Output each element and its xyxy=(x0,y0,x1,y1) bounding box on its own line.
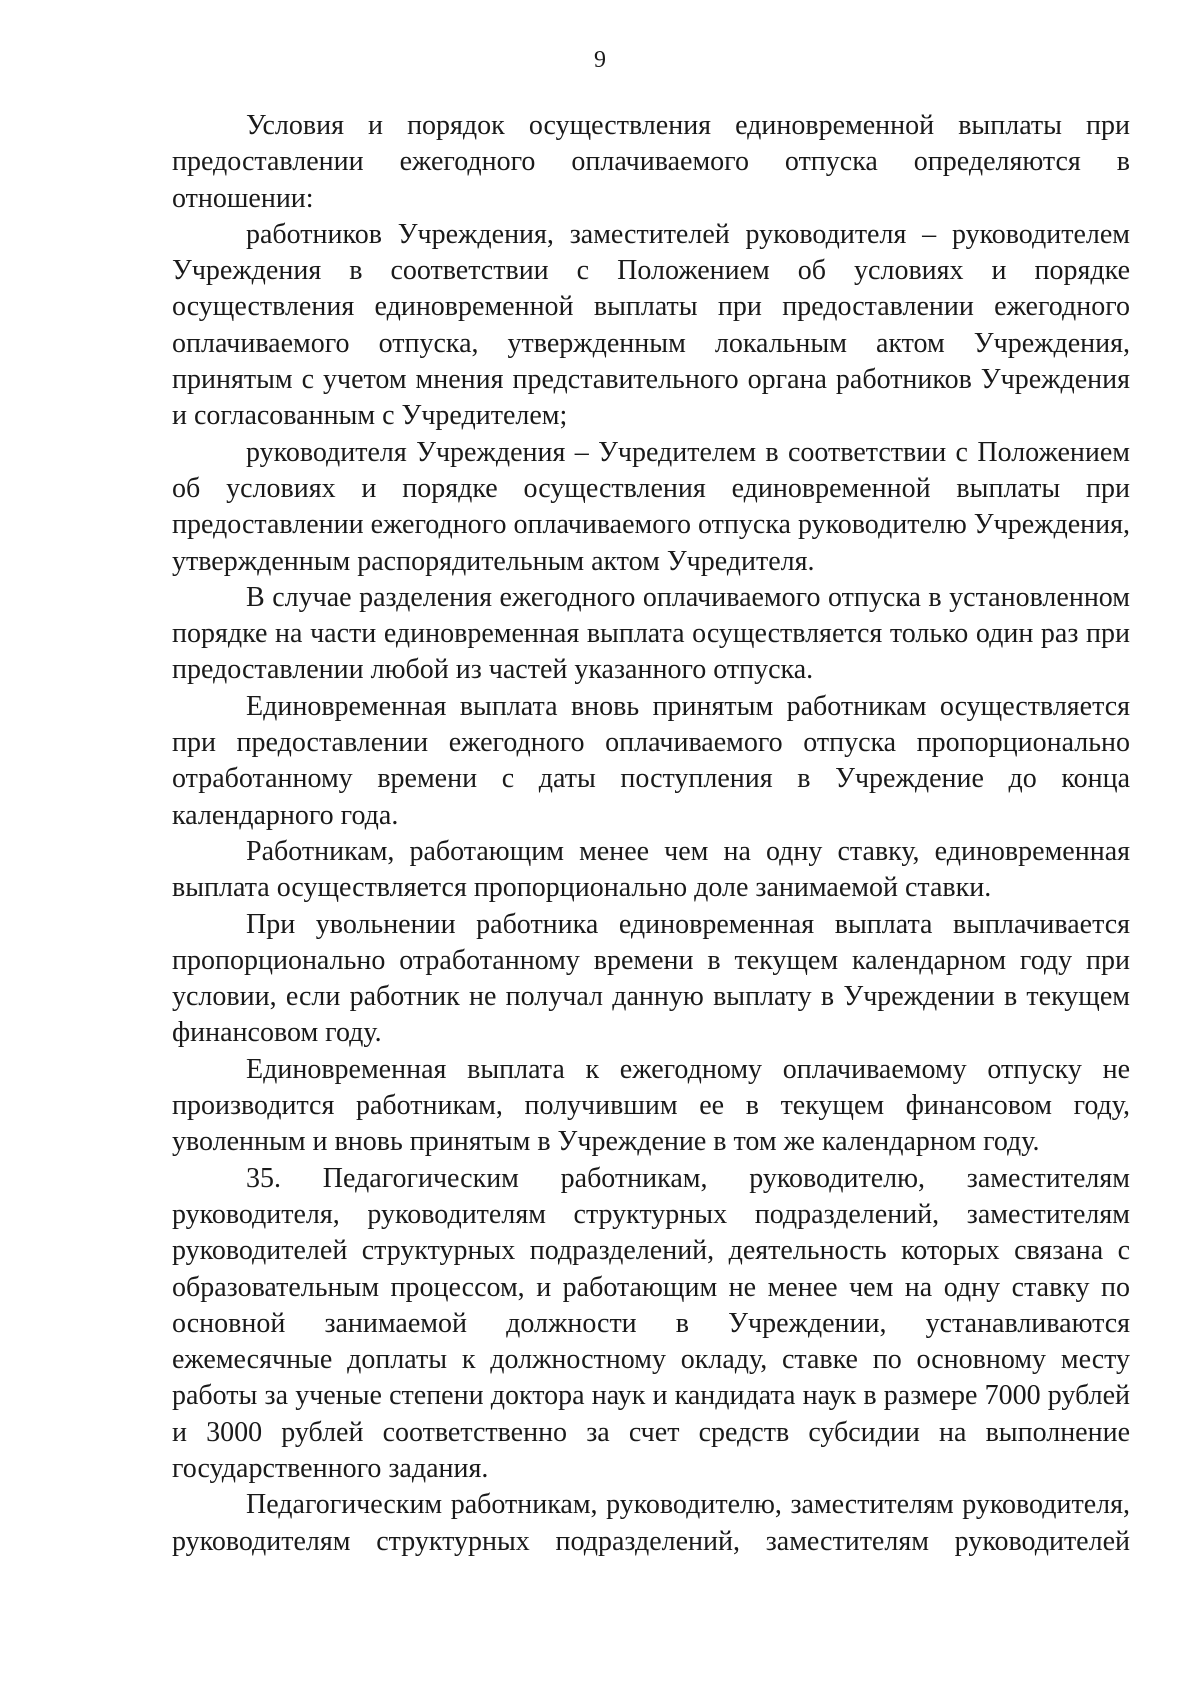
paragraph-item-35: 35. Педагогическим работникам, руководителю, заместителям руководителя, руководителям структурных подразделений, заместителям руководителей структурных подразделений, деятельность которых связана с образовательным процессом, и работающим не менее чем на одну ставку по основной занимаемой должности в Учреждении, устанавливаются ежемесячные доплаты к должностному окладу, ставке по основному месту работы за ученые степени доктора наук и кандидата наук в размере 7000 рублей и 3000 рублей соответственно за счет средств субсидии на выполнение государственного задания. xyxy=(172,1162,1130,1484)
paragraph-employees: работников Учреждения, заместителей руководителя – руководителем Учреждения в соответствии с Положением об условиях и порядке осуществления единовременной выплаты при предоставлении ежегодного оплачиваемого отпуска, утвержденным локальным актом Учреждения, принятым с учетом мнения представительного органа работников Учреждения и согласованным с Учредителем; xyxy=(172,218,1130,432)
paragraph-head: руководителя Учреждения – Учредителем в соответствии с Положением об условиях и порядке осуществления единовременной выплаты при предоставлении ежегодного оплачиваемого отпуска руководителю Учреждения, утвержденным распорядительным актом Учредителя. xyxy=(172,436,1130,577)
paragraph-split-leave: В случае разделения ежегодного оплачиваемого отпуска в установленном порядке на части единовременная выплата осуществляется только один раз при предоставлении любой из частей указанного отпуска. xyxy=(172,581,1130,686)
paragraph-conditions-intro: Условия и порядок осуществления единовременной выплаты при предоставлении ежегодного оплачиваемого отпуска определяются в отношении: xyxy=(172,110,1130,214)
page-number: 9 xyxy=(594,47,606,73)
paragraph-dismissal: При увольнении работника единовременная выплата выплачивается пропорционально отработанному времени в текущем календарном году при условии, если работник не получал данную выплату в Учреждении в текущем финансовом году. xyxy=(172,908,1130,1049)
paragraph-new-employees: Единовременная выплата вновь принятым работникам осуществляется при предоставлении ежегодного оплачиваемого отпуска пропорционально отработанному времени с даты поступления в Учреждение до конца календарного года. xyxy=(172,690,1130,831)
paragraph-part-time: Работникам, работающим менее чем на одну ставку, единовременная выплата осуществляется пропорционально доле занимаемой ставки. xyxy=(172,835,1130,904)
paragraph-pedagogical-continued: Педагогическим работникам, руководителю, заместителям руководителя, руководителям структурных подразделений, заместителям руководителей xyxy=(172,1489,1130,1557)
document-body xyxy=(172,108,1130,1560)
paragraph-no-payment: Единовременная выплата к ежегодному оплачиваемому отпуску не производится работникам, получившим ее в текущем финансовом году, уволенным и вновь принятым в Учреждение в том же календарном году. xyxy=(172,1053,1130,1158)
